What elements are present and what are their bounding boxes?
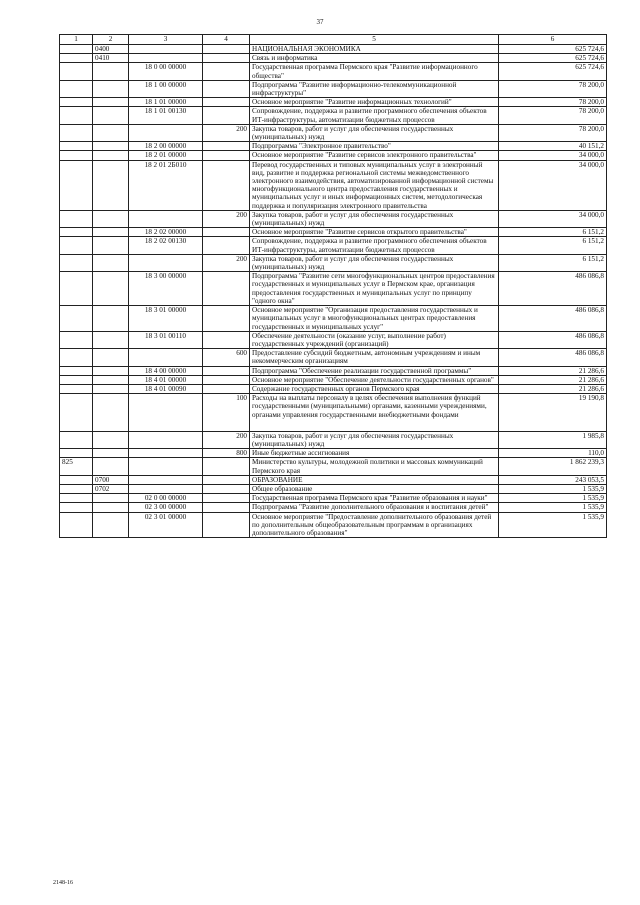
target-article-cell: 18 3 00 00000 xyxy=(129,272,203,306)
amount-cell: 243 053,5 xyxy=(499,475,607,484)
column-header: 3 xyxy=(129,35,203,45)
section-code-cell xyxy=(93,384,129,393)
table-row xyxy=(60,254,607,271)
table-row xyxy=(60,107,607,124)
section-code-cell: 0702 xyxy=(93,484,129,493)
table-row xyxy=(60,272,607,306)
section-code-cell xyxy=(93,375,129,384)
amount-cell: 6 151,2 xyxy=(499,228,607,237)
department-code-cell xyxy=(60,431,93,448)
table-row xyxy=(60,142,607,151)
amount-cell: 34 000,0 xyxy=(499,151,607,160)
amount-cell: 19 190,8 xyxy=(499,394,607,432)
target-article-cell: 18 0 00 00000 xyxy=(129,63,203,80)
department-code-cell xyxy=(60,349,93,366)
item-name-cell: Закупка товаров, работ и услуг для обеспечения государственных (муниципальных) нужд xyxy=(250,210,499,227)
item-name-cell: Подпрограмма "Развитие дополнительного образования и воспитания детей" xyxy=(250,503,499,512)
expense-type-cell: 100 xyxy=(203,394,250,432)
department-code-cell xyxy=(60,80,93,97)
amount-cell: 625 724,6 xyxy=(499,63,607,80)
expense-type-cell xyxy=(203,272,250,306)
amount-cell: 625 724,6 xyxy=(499,54,607,63)
amount-cell: 625 724,6 xyxy=(499,45,607,54)
section-code-cell: 0700 xyxy=(93,475,129,484)
expense-type-cell xyxy=(203,458,250,475)
target-article-cell: 02 3 00 00000 xyxy=(129,503,203,512)
section-code-cell xyxy=(93,63,129,80)
department-code-cell xyxy=(60,160,93,210)
item-name-cell: Подпрограмма "Развитие информационно-телекоммуникационной инфраструктуры" xyxy=(250,80,499,97)
target-article-cell xyxy=(129,475,203,484)
expense-type-cell xyxy=(203,107,250,124)
item-name-cell: Перевод государственных и типовых муниципальных услуг в электронный вид, развитие и поддержка региональной системы межведомственного электронного взаимодействия, автоматизированной информационной системы многофункционального центра предоставления государственных и муниципальных услуг и иных информационных систем, методологическая поддержка и популяризация электронного правительства xyxy=(250,160,499,210)
target-article-cell: 18 3 01 00110 xyxy=(129,331,203,348)
department-code-cell: 825 xyxy=(60,458,93,475)
expense-type-cell xyxy=(203,237,250,254)
target-article-cell: 18 3 01 00000 xyxy=(129,306,203,332)
department-code-cell xyxy=(60,254,93,271)
department-code-cell xyxy=(60,366,93,375)
table-row xyxy=(60,503,607,512)
item-name-cell: Связь и информатика xyxy=(250,54,499,63)
department-code-cell xyxy=(60,449,93,458)
item-name-cell: НАЦИОНАЛЬНАЯ ЭКОНОМИКА xyxy=(250,45,499,54)
column-header: 5 xyxy=(250,35,499,45)
department-code-cell xyxy=(60,394,93,432)
expense-type-cell xyxy=(203,306,250,332)
table-row xyxy=(60,80,607,97)
department-code-cell xyxy=(60,151,93,160)
expense-type-cell: 200 xyxy=(203,431,250,448)
section-code-cell xyxy=(93,272,129,306)
target-article-cell: 18 2 02 00000 xyxy=(129,228,203,237)
amount-cell: 1 535,9 xyxy=(499,494,607,503)
department-code-cell xyxy=(60,124,93,141)
column-header: 4 xyxy=(203,35,250,45)
section-code-cell xyxy=(93,331,129,348)
amount-cell: 78 200,0 xyxy=(499,80,607,97)
table-row xyxy=(60,475,607,484)
target-article-cell xyxy=(129,431,203,448)
department-code-cell xyxy=(60,237,93,254)
target-article-cell: 02 0 00 00000 xyxy=(129,494,203,503)
target-article-cell: 18 2 00 00000 xyxy=(129,142,203,151)
amount-cell: 78 200,0 xyxy=(499,107,607,124)
section-code-cell xyxy=(93,512,129,538)
item-name-cell: Основное мероприятие "Развитие сервисов открытого правительства" xyxy=(250,228,499,237)
section-code-cell xyxy=(93,142,129,151)
department-code-cell xyxy=(60,63,93,80)
table-row xyxy=(60,306,607,332)
budget-table xyxy=(59,34,607,538)
target-article-cell xyxy=(129,254,203,271)
department-code-cell xyxy=(60,375,93,384)
department-code-cell xyxy=(60,512,93,538)
amount-cell: 486 086,8 xyxy=(499,349,607,366)
item-name-cell: Государственная программа Пермского края "Развитие образования и науки" xyxy=(250,494,499,503)
item-name-cell: Расходы на выплаты персоналу в целях обеспечения выполнения функций государственными (муниципальными) органами, казенными учреждениями, органами управления государственными внебюджетными фондами xyxy=(250,394,499,432)
column-header: 2 xyxy=(93,35,129,45)
target-article-cell: 18 2 02 00130 xyxy=(129,237,203,254)
department-code-cell xyxy=(60,210,93,227)
item-name-cell: Основное мероприятие "Предоставление дополнительного образования детей по дополнительным общеобразовательным программам в организациях дополнительного образования" xyxy=(250,512,499,538)
department-code-cell xyxy=(60,45,93,54)
amount-cell: 34 000,0 xyxy=(499,210,607,227)
item-name-cell: Сопровождение, поддержка и развитие программного обеспечения объектов ИТ-инфраструктуры, автоматизации бюджетных процессов xyxy=(250,237,499,254)
table-row xyxy=(60,366,607,375)
target-article-cell: 18 4 01 00090 xyxy=(129,384,203,393)
section-code-cell xyxy=(93,458,129,475)
amount-cell: 40 151,2 xyxy=(499,142,607,151)
amount-cell: 21 286,6 xyxy=(499,375,607,384)
section-code-cell xyxy=(93,503,129,512)
amount-cell: 110,0 xyxy=(499,449,607,458)
table-row xyxy=(60,431,607,448)
target-article-cell xyxy=(129,45,203,54)
department-code-cell xyxy=(60,98,93,107)
target-article-cell xyxy=(129,449,203,458)
section-code-cell xyxy=(93,349,129,366)
table-row xyxy=(60,45,607,54)
expense-type-cell xyxy=(203,160,250,210)
table-row xyxy=(60,375,607,384)
column-header: 6 xyxy=(499,35,607,45)
item-name-cell: Общее образование xyxy=(250,484,499,493)
item-name-cell: Министерство культуры, молодежной политики и массовых коммуникаций Пермского края xyxy=(250,458,499,475)
target-article-cell: 02 3 01 00000 xyxy=(129,512,203,538)
expense-type-cell xyxy=(203,228,250,237)
section-code-cell xyxy=(93,124,129,141)
amount-cell: 21 286,6 xyxy=(499,366,607,375)
section-code-cell xyxy=(93,366,129,375)
table-row xyxy=(60,63,607,80)
amount-cell: 78 200,0 xyxy=(499,124,607,141)
expense-type-cell xyxy=(203,384,250,393)
table-row xyxy=(60,458,607,475)
item-name-cell: Обеспечение деятельности (оказание услуг, выполнение работ) государственных учреждений (организаций) xyxy=(250,331,499,348)
expense-type-cell xyxy=(203,54,250,63)
expense-type-cell xyxy=(203,45,250,54)
section-code-cell xyxy=(93,254,129,271)
column-header: 1 xyxy=(60,35,93,45)
amount-cell: 486 086,8 xyxy=(499,306,607,332)
item-name-cell: Основное мероприятие "Развитие информационных технологий" xyxy=(250,98,499,107)
expense-type-cell xyxy=(203,366,250,375)
expense-type-cell xyxy=(203,484,250,493)
expense-type-cell xyxy=(203,503,250,512)
expense-type-cell xyxy=(203,475,250,484)
department-code-cell xyxy=(60,107,93,124)
expense-type-cell xyxy=(203,494,250,503)
expense-type-cell xyxy=(203,512,250,538)
footer-document-code: 2148-16 xyxy=(53,880,73,886)
department-code-cell xyxy=(60,384,93,393)
amount-cell: 78 200,0 xyxy=(499,98,607,107)
item-name-cell: Основное мероприятие "Обеспечение деятельности государственных органов" xyxy=(250,375,499,384)
expense-type-cell xyxy=(203,63,250,80)
amount-cell: 1 535,9 xyxy=(499,512,607,538)
table-row xyxy=(60,124,607,141)
table-row xyxy=(60,384,607,393)
target-article-cell xyxy=(129,54,203,63)
section-code-cell xyxy=(93,80,129,97)
target-article-cell xyxy=(129,210,203,227)
amount-cell: 6 151,2 xyxy=(499,237,607,254)
table-row xyxy=(60,160,607,210)
section-code-cell xyxy=(93,394,129,432)
item-name-cell: Основное мероприятие "Развитие сервисов электронного правительства" xyxy=(250,151,499,160)
table-row xyxy=(60,449,607,458)
department-code-cell xyxy=(60,272,93,306)
section-code-cell: 0400 xyxy=(93,45,129,54)
item-name-cell: Закупка товаров, работ и услуг для обеспечения государственных (муниципальных) нужд xyxy=(250,254,499,271)
target-article-cell xyxy=(129,394,203,432)
amount-cell: 1 862 239,3 xyxy=(499,458,607,475)
section-code-cell: 0410 xyxy=(93,54,129,63)
target-article-cell: 18 1 01 00000 xyxy=(129,98,203,107)
item-name-cell: Закупка товаров, работ и услуг для обеспечения государственных (муниципальных) нужд xyxy=(250,431,499,448)
expense-type-cell xyxy=(203,98,250,107)
target-article-cell xyxy=(129,458,203,475)
amount-cell: 1 985,8 xyxy=(499,431,607,448)
section-code-cell xyxy=(93,449,129,458)
target-article-cell: 18 2 01 00000 xyxy=(129,151,203,160)
expense-type-cell: 800 xyxy=(203,449,250,458)
department-code-cell xyxy=(60,228,93,237)
table-row xyxy=(60,349,607,366)
department-code-cell xyxy=(60,475,93,484)
target-article-cell: 18 4 00 00000 xyxy=(129,366,203,375)
amount-cell: 486 086,8 xyxy=(499,272,607,306)
item-name-cell: Закупка товаров, работ и услуг для обеспечения государственных (муниципальных) нужд xyxy=(250,124,499,141)
department-code-cell xyxy=(60,142,93,151)
page-number: 37 xyxy=(316,18,324,26)
expense-type-cell: 600 xyxy=(203,349,250,366)
item-name-cell: Содержание государственных органов Пермского края xyxy=(250,384,499,393)
item-name-cell: Подпрограмма "Развитие сети многофункциональных центров предоставления государственных и муниципальных услуг в Пермском крае, организация предоставления государственных и муниципальных услуг по принципу "одного окна" xyxy=(250,272,499,306)
item-name-cell: ОБРАЗОВАНИЕ xyxy=(250,475,499,484)
table-row xyxy=(60,54,607,63)
amount-cell: 6 151,2 xyxy=(499,254,607,271)
target-article-cell: 18 2 01 2Б010 xyxy=(129,160,203,210)
table-row xyxy=(60,237,607,254)
amount-cell: 486 086,8 xyxy=(499,331,607,348)
table-row xyxy=(60,98,607,107)
item-name-cell: Подпрограмма "Электронное правительство" xyxy=(250,142,499,151)
section-code-cell xyxy=(93,107,129,124)
amount-cell: 34 000,0 xyxy=(499,160,607,210)
section-code-cell xyxy=(93,306,129,332)
department-code-cell xyxy=(60,331,93,348)
section-code-cell xyxy=(93,228,129,237)
department-code-cell xyxy=(60,484,93,493)
section-code-cell xyxy=(93,210,129,227)
department-code-cell xyxy=(60,54,93,63)
item-name-cell: Подпрограмма "Обеспечение реализации государственной программы" xyxy=(250,366,499,375)
expense-type-cell xyxy=(203,331,250,348)
table-row xyxy=(60,512,607,538)
table-row xyxy=(60,228,607,237)
amount-cell: 1 535,9 xyxy=(499,503,607,512)
expense-type-cell xyxy=(203,80,250,97)
target-article-cell: 18 4 01 00000 xyxy=(129,375,203,384)
amount-cell: 1 535,9 xyxy=(499,484,607,493)
target-article-cell xyxy=(129,484,203,493)
target-article-cell xyxy=(129,349,203,366)
table-row xyxy=(60,210,607,227)
section-code-cell xyxy=(93,494,129,503)
section-code-cell xyxy=(93,431,129,448)
table-header-row xyxy=(60,35,607,45)
table-row xyxy=(60,484,607,493)
item-name-cell: Предоставление субсидий бюджетным, автономным учреждениям и иным некоммерческим организациям xyxy=(250,349,499,366)
section-code-cell xyxy=(93,151,129,160)
item-name-cell: Сопровождение, поддержка и развитие программного обеспечения объектов ИТ-инфраструктуры, автоматизации бюджетных процессов xyxy=(250,107,499,124)
table-row xyxy=(60,151,607,160)
section-code-cell xyxy=(93,237,129,254)
item-name-cell: Основное мероприятие "Организация предоставления государственных и муниципальных услуг в многофункциональных центрах предоставления государственных и муниципальных услуг" xyxy=(250,306,499,332)
item-name-cell: Иные бюджетные ассигнования xyxy=(250,449,499,458)
target-article-cell: 18 1 01 00130 xyxy=(129,107,203,124)
expense-type-cell xyxy=(203,142,250,151)
department-code-cell xyxy=(60,306,93,332)
item-name-cell: Государственная программа Пермского края "Развитие информационного общества" xyxy=(250,63,499,80)
table-row xyxy=(60,331,607,348)
section-code-cell xyxy=(93,160,129,210)
target-article-cell xyxy=(129,124,203,141)
expense-type-cell: 200 xyxy=(203,254,250,271)
department-code-cell xyxy=(60,494,93,503)
expense-type-cell: 200 xyxy=(203,210,250,227)
table-row xyxy=(60,394,607,432)
section-code-cell xyxy=(93,98,129,107)
table-row xyxy=(60,494,607,503)
target-article-cell: 18 1 00 00000 xyxy=(129,80,203,97)
department-code-cell xyxy=(60,503,93,512)
expense-type-cell: 200 xyxy=(203,124,250,141)
expense-type-cell xyxy=(203,151,250,160)
expense-type-cell xyxy=(203,375,250,384)
amount-cell: 21 286,6 xyxy=(499,384,607,393)
